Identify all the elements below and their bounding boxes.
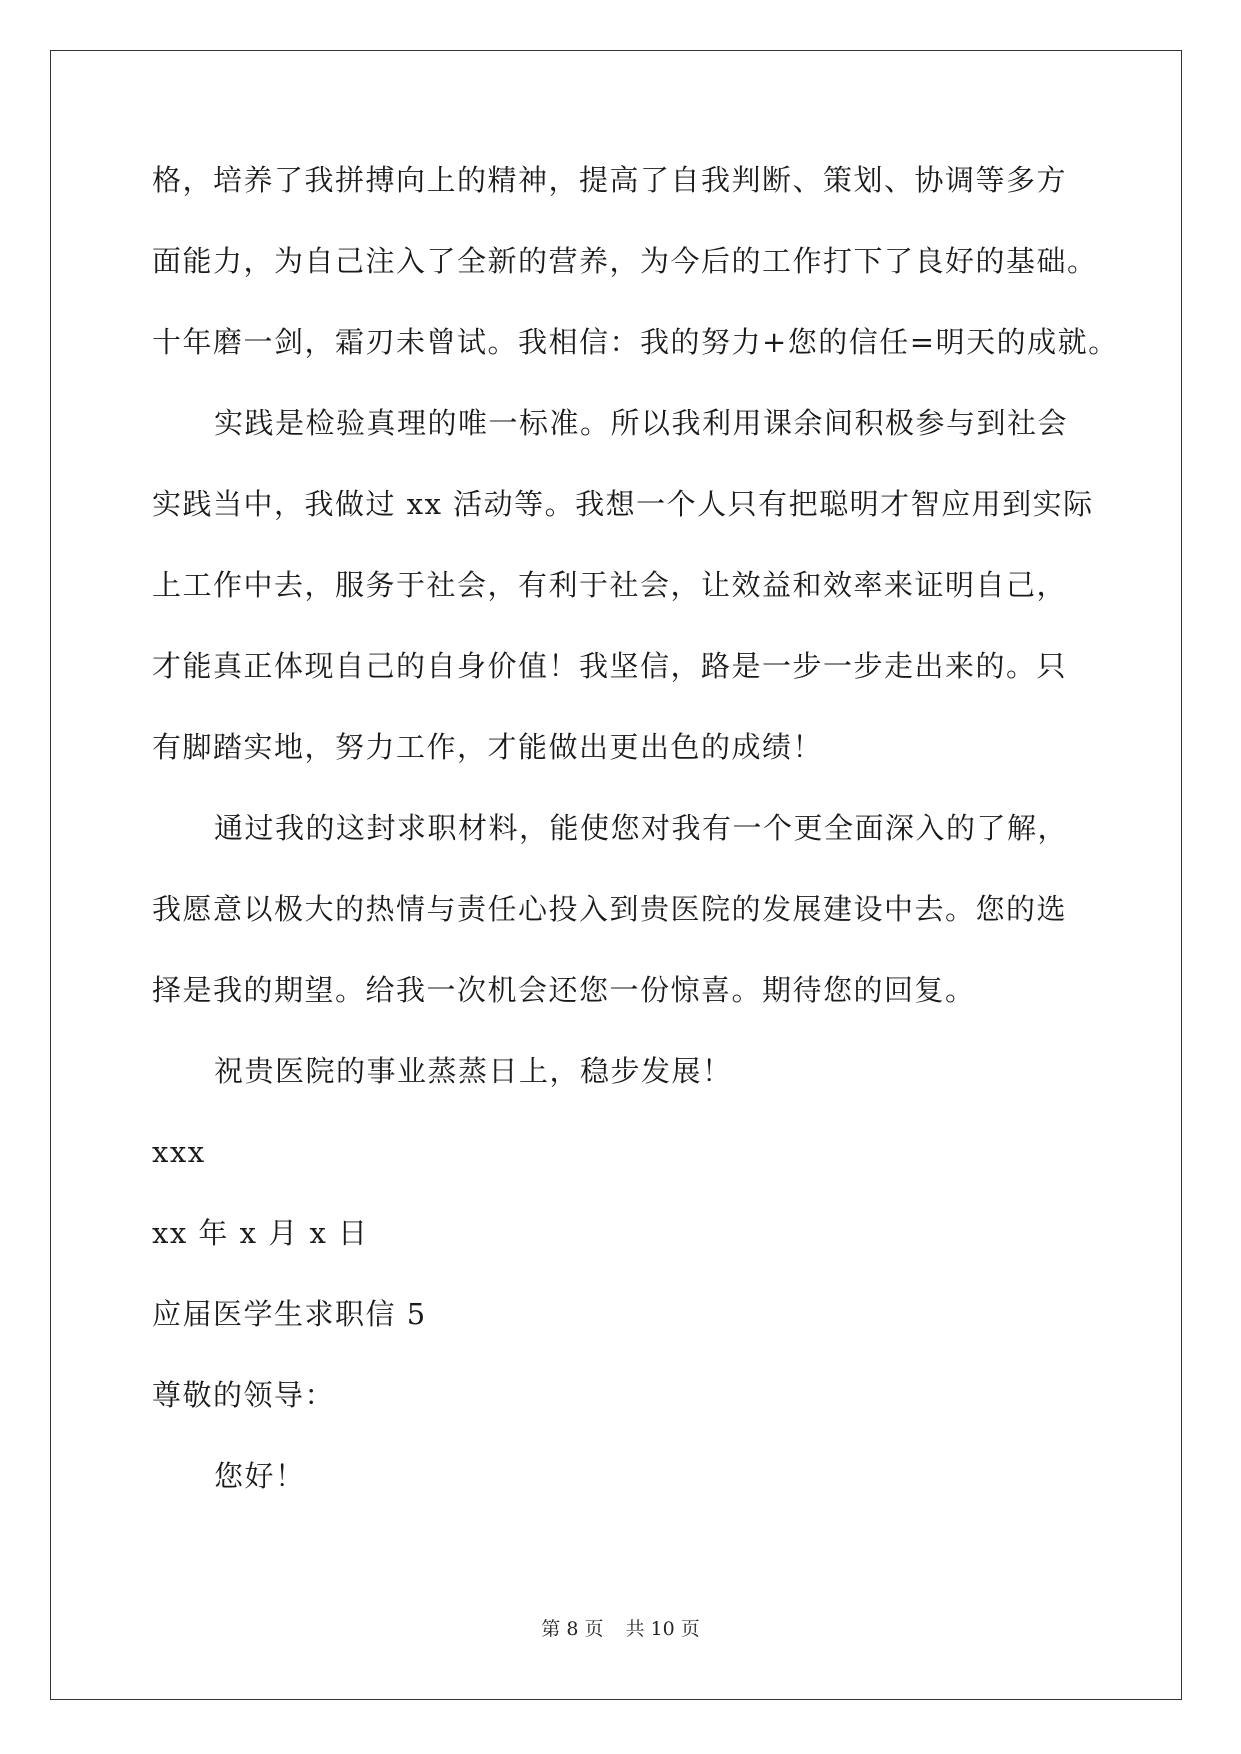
page-number-total: 共 10 页 <box>625 1618 700 1640</box>
paragraph-line: 通过我的这封求职材料，能使您对我有一个更全面深入的了解， <box>214 811 1069 845</box>
paragraph-line: 才能真正体现自己的自身价值！我坚信，路是一步一步走出来的。只 <box>152 649 1068 683</box>
paragraph-line: 有脚踏实地，努力工作，才能做出更出色的成绩！ <box>152 730 824 764</box>
paragraph-line: 十年磨一剑，霜刃未曾试。我相信：我的努力+您的信任=明天的成就。 <box>152 325 1119 359</box>
greeting: 您好！ <box>214 1459 306 1493</box>
paragraph-line: 上工作中去，服务于社会，有利于社会，让效益和效率来证明自己， <box>152 568 1068 602</box>
salutation: 尊敬的领导： <box>152 1378 336 1412</box>
paragraph-line: 实践当中，我做过 xx 活动等。我想一个人只有把聪明才智应用到实际 <box>152 487 1094 521</box>
page-number-current: 第 8 页 <box>541 1618 604 1640</box>
paragraph-line: 实践是检验真理的唯一标准。所以我利用课余间积极参与到社会 <box>214 406 1069 440</box>
paragraph-line: 格，培养了我拼搏向上的精神，提高了自我判断、策划、协调等多方 <box>152 163 1068 197</box>
section-title: 应届医学生求职信 5 <box>152 1297 427 1331</box>
signature-date: xx 年 x 月 x 日 <box>152 1216 369 1250</box>
page-footer <box>0 1617 1241 1641</box>
paragraph-line: 面能力，为自己注入了全新的营养，为今后的工作打下了良好的基础。 <box>152 244 1098 278</box>
signature-name: xxx <box>152 1135 206 1169</box>
paragraph-line: 我愿意以极大的热情与责任心投入到贵医院的发展建设中去。您的选 <box>152 892 1068 926</box>
closing-wish: 祝贵医院的事业蒸蒸日上，稳步发展！ <box>214 1054 733 1088</box>
page-border <box>50 50 1182 1700</box>
paragraph-line: 择是我的期望。给我一次机会还您一份惊喜。期待您的回复。 <box>152 973 976 1007</box>
